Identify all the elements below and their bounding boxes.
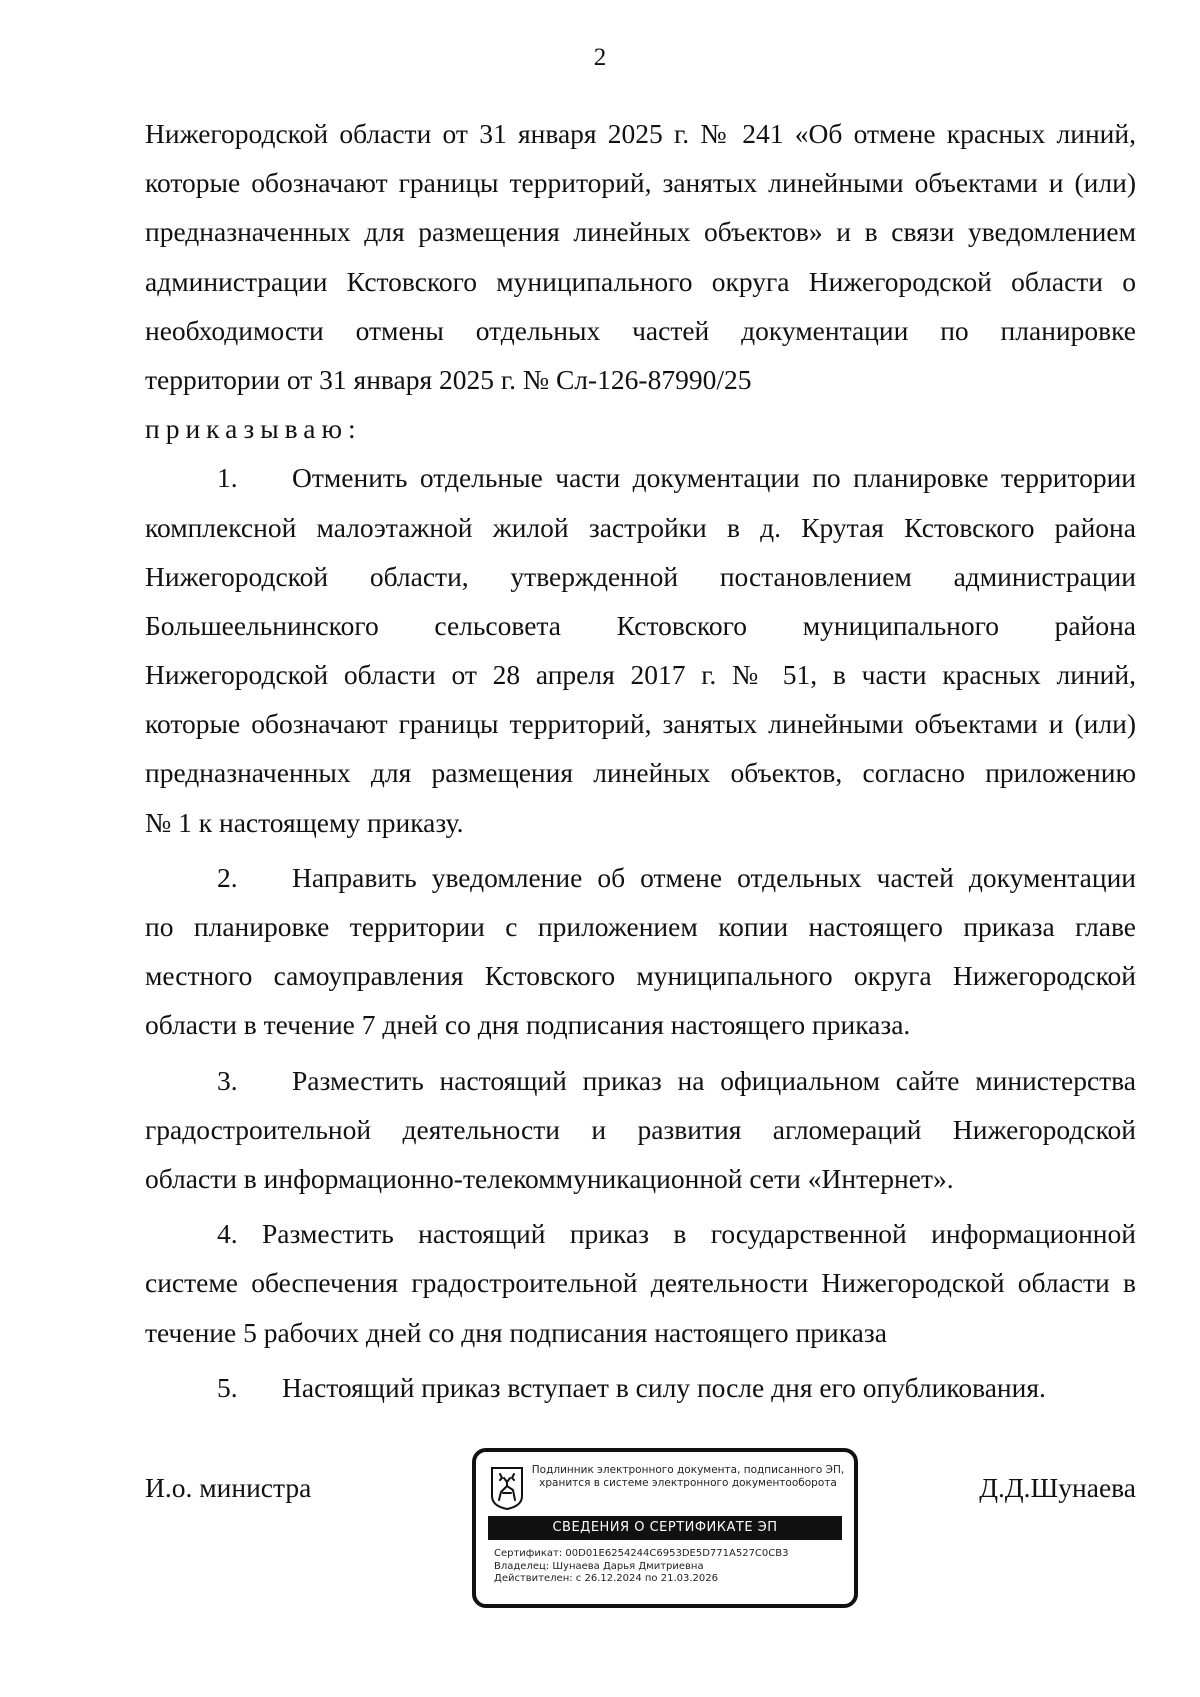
deer-emblem-icon [490, 1466, 524, 1510]
certificate-validity: Действителен: с 26.12.2024 по 21.03.2026 [494, 1573, 718, 1584]
text-line: области в информационно-телекоммуникационной сети «Интернет». [145, 1162, 954, 1194]
stamp-title-bar: СВЕДЕНИЯ О СЕРТИФИКАТЕ ЭП [488, 1516, 842, 1540]
item-text: Разместить настоящий приказ на официальном сайте министерства [292, 1064, 1136, 1096]
text-line: необходимости отмены отдельных частей документации по планировке [145, 314, 1136, 346]
text-line: которые обозначают границы территорий, занятых линейными объектами и (или) [145, 167, 1136, 199]
text-line: Большеельнинского сельсовета Кстовского муниципального района [145, 609, 1136, 641]
item-number: 3. [217, 1064, 238, 1096]
text-line: территории от 31 января 2025 г. № Сл-126-87990/25 [145, 363, 752, 395]
text-line: предназначенных для размещения линейных объектов, согласно приложению [145, 757, 1136, 789]
stamp-header-line: Подлинник электронного документа, подписанного ЭП, [531, 1464, 845, 1476]
item-number: 2. [217, 861, 238, 893]
stamp-header [528, 1464, 848, 1490]
text-line: Нижегородской области, утвержденной постановлением администрации [145, 560, 1136, 592]
text-line: № 1 к настоящему приказу. [145, 806, 464, 838]
signatory-name: Д.Д.Шунаева [979, 1472, 1136, 1503]
item-text: Направить уведомление об отмене отдельных частей документации [292, 861, 1136, 893]
item-5-line [145, 1363, 1136, 1412]
item-1-first-line [145, 453, 1136, 502]
item-number: 1. [217, 462, 238, 494]
document-body [145, 109, 1136, 1412]
order-word: приказываю: [145, 413, 362, 445]
signatory-position: И.о. министра [145, 1472, 312, 1503]
item-text: Настоящий приказ вступает в силу после дня его опубликования. [282, 1371, 1046, 1403]
item-number: 5. [217, 1371, 238, 1403]
text-line: Нижегородской области от 28 апреля 2017 г. № 51, в части красных линий, [145, 659, 1136, 691]
text-line: предназначенных для размещения линейных объектов» и в связи уведомлением [145, 216, 1136, 248]
certificate-number: Сертификат: 00D01E6254244C6953DE5D771A527C0CB3 [494, 1548, 789, 1559]
certificate-owner: Владелец: Шунаева Дарья Дмитриевна [494, 1560, 704, 1572]
item-3-first-line [145, 1056, 1136, 1105]
text-line: комплексной малоэтажной жилой застройки в д. Крутая Кстовского района [145, 511, 1136, 543]
text-line: градостроительной деятельности и развития агломераций Нижегородской [145, 1113, 1136, 1145]
text-line: Нижегородской области от 31 января 2025 г. № 241 «Об отмене красных линий, [145, 118, 1136, 149]
item-text: 4. Разместить настоящий приказ в государственной информационной [217, 1218, 1136, 1250]
text-line: администрации Кстовского муниципального округа Нижегородской области о [145, 265, 1136, 297]
item-text: Отменить отдельные части документации по планировке территории [292, 462, 1136, 494]
stamp-header-line: хранится в системе электронного документооборота [539, 1477, 837, 1489]
text-line: области в течение 7 дней со дня подписания настоящего приказа. [145, 1009, 911, 1041]
stamp-certificate-info [494, 1548, 788, 1586]
item-2-first-line [145, 853, 1136, 902]
item-4-first-line [145, 1209, 1136, 1258]
text-line: которые обозначают границы территорий, занятых линейными объектами и (или) [145, 708, 1136, 740]
page-number: 2 [593, 44, 607, 71]
text-line: по планировке территории с приложением копии настоящего приказа главе [145, 911, 1136, 942]
text-line: местного самоуправления Кстовского муниципального округа Нижегородской [145, 960, 1136, 992]
text-line: течение 5 рабочих дней со дня подписания настоящего приказа [145, 1316, 887, 1348]
text-line: системе обеспечения градостроительной деятельности Нижегородской области в [145, 1267, 1136, 1299]
electronic-signature-stamp [472, 1448, 858, 1608]
